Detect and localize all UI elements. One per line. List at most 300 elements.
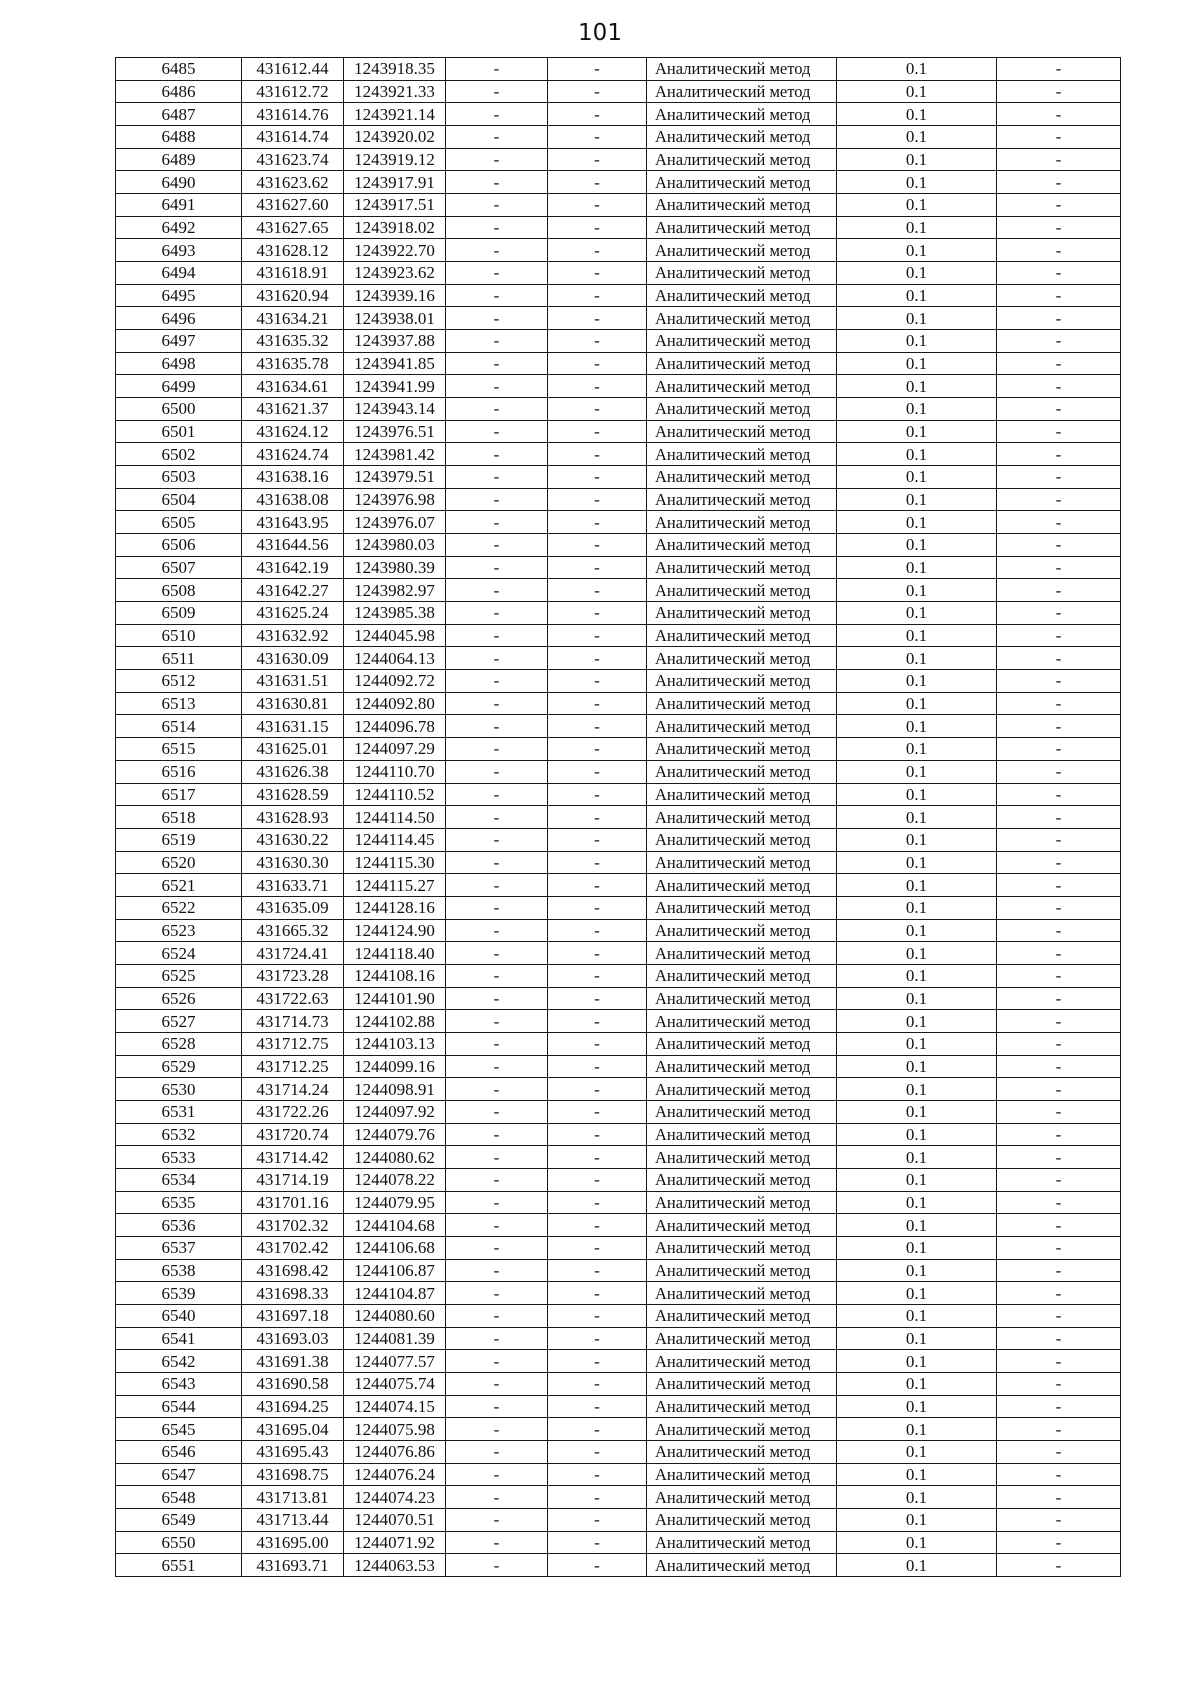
point-number-cell: 6530 bbox=[116, 1078, 242, 1101]
empty-cell-3: - bbox=[997, 1440, 1121, 1463]
y-coordinate-cell: 1243980.39 bbox=[344, 556, 446, 579]
table-row bbox=[116, 1372, 1121, 1395]
table-row bbox=[116, 511, 1121, 534]
empty-cell-2: - bbox=[548, 1486, 647, 1509]
empty-cell-3: - bbox=[997, 1100, 1121, 1123]
empty-cell-2: - bbox=[548, 715, 647, 738]
accuracy-cell: 0.1 bbox=[837, 896, 997, 919]
y-coordinate-cell: 1244078.22 bbox=[344, 1168, 446, 1191]
accuracy-cell: 0.1 bbox=[837, 534, 997, 557]
empty-cell-1: - bbox=[446, 1304, 548, 1327]
point-number-cell: 6486 bbox=[116, 80, 242, 103]
empty-cell-1: - bbox=[446, 1282, 548, 1305]
x-coordinate-cell: 431720.74 bbox=[242, 1123, 344, 1146]
table-row bbox=[116, 307, 1121, 330]
empty-cell-3: - bbox=[997, 760, 1121, 783]
y-coordinate-cell: 1244064.13 bbox=[344, 647, 446, 670]
accuracy-cell: 0.1 bbox=[837, 1554, 997, 1577]
empty-cell-1: - bbox=[446, 1509, 548, 1532]
accuracy-cell: 0.1 bbox=[837, 398, 997, 421]
method-cell: Аналитический метод bbox=[647, 647, 837, 670]
point-number-cell: 6546 bbox=[116, 1440, 242, 1463]
y-coordinate-cell: 1244097.92 bbox=[344, 1100, 446, 1123]
method-cell: Аналитический метод bbox=[647, 1078, 837, 1101]
y-coordinate-cell: 1244118.40 bbox=[344, 942, 446, 965]
empty-cell-3: - bbox=[997, 1350, 1121, 1373]
empty-cell-1: - bbox=[446, 1531, 548, 1554]
empty-cell-2: - bbox=[548, 262, 647, 285]
empty-cell-2: - bbox=[548, 330, 647, 353]
y-coordinate-cell: 1243938.01 bbox=[344, 307, 446, 330]
empty-cell-2: - bbox=[548, 1123, 647, 1146]
empty-cell-3: - bbox=[997, 556, 1121, 579]
method-cell: Аналитический метод bbox=[647, 1395, 837, 1418]
y-coordinate-cell: 1243941.99 bbox=[344, 375, 446, 398]
point-number-cell: 6541 bbox=[116, 1327, 242, 1350]
y-coordinate-cell: 1243917.51 bbox=[344, 194, 446, 217]
method-cell: Аналитический метод bbox=[647, 330, 837, 353]
empty-cell-2: - bbox=[548, 896, 647, 919]
method-cell: Аналитический метод bbox=[647, 692, 837, 715]
x-coordinate-cell: 431635.78 bbox=[242, 352, 344, 375]
empty-cell-2: - bbox=[548, 1531, 647, 1554]
y-coordinate-cell: 1243976.51 bbox=[344, 420, 446, 443]
accuracy-cell: 0.1 bbox=[837, 194, 997, 217]
table-row bbox=[116, 443, 1121, 466]
empty-cell-2: - bbox=[548, 284, 647, 307]
empty-cell-2: - bbox=[548, 1032, 647, 1055]
table-row bbox=[116, 352, 1121, 375]
method-cell: Аналитический метод bbox=[647, 103, 837, 126]
empty-cell-1: - bbox=[446, 692, 548, 715]
empty-cell-3: - bbox=[997, 806, 1121, 829]
empty-cell-1: - bbox=[446, 942, 548, 965]
x-coordinate-cell: 431643.95 bbox=[242, 511, 344, 534]
method-cell: Аналитический метод bbox=[647, 670, 837, 693]
point-number-cell: 6490 bbox=[116, 171, 242, 194]
point-number-cell: 6533 bbox=[116, 1146, 242, 1169]
point-number-cell: 6518 bbox=[116, 806, 242, 829]
empty-cell-2: - bbox=[548, 398, 647, 421]
empty-cell-1: - bbox=[446, 1055, 548, 1078]
empty-cell-3: - bbox=[997, 1418, 1121, 1441]
point-number-cell: 6487 bbox=[116, 103, 242, 126]
point-number-cell: 6542 bbox=[116, 1350, 242, 1373]
method-cell: Аналитический метод bbox=[647, 171, 837, 194]
x-coordinate-cell: 431621.37 bbox=[242, 398, 344, 421]
empty-cell-2: - bbox=[548, 579, 647, 602]
empty-cell-1: - bbox=[446, 874, 548, 897]
accuracy-cell: 0.1 bbox=[837, 466, 997, 489]
accuracy-cell: 0.1 bbox=[837, 1372, 997, 1395]
table-row bbox=[116, 420, 1121, 443]
empty-cell-3: - bbox=[997, 1236, 1121, 1259]
x-coordinate-cell: 431635.09 bbox=[242, 896, 344, 919]
point-number-cell: 6534 bbox=[116, 1168, 242, 1191]
table-row bbox=[116, 987, 1121, 1010]
empty-cell-3: - bbox=[997, 1010, 1121, 1033]
point-number-cell: 6519 bbox=[116, 828, 242, 851]
empty-cell-3: - bbox=[997, 1078, 1121, 1101]
accuracy-cell: 0.1 bbox=[837, 103, 997, 126]
point-number-cell: 6536 bbox=[116, 1214, 242, 1237]
empty-cell-3: - bbox=[997, 398, 1121, 421]
point-number-cell: 6529 bbox=[116, 1055, 242, 1078]
accuracy-cell: 0.1 bbox=[837, 1123, 997, 1146]
point-number-cell: 6489 bbox=[116, 148, 242, 171]
empty-cell-1: - bbox=[446, 352, 548, 375]
empty-cell-2: - bbox=[548, 1554, 647, 1577]
empty-cell-2: - bbox=[548, 1168, 647, 1191]
table-row bbox=[116, 375, 1121, 398]
empty-cell-2: - bbox=[548, 783, 647, 806]
table-row bbox=[116, 239, 1121, 262]
point-number-cell: 6515 bbox=[116, 738, 242, 761]
x-coordinate-cell: 431632.92 bbox=[242, 624, 344, 647]
empty-cell-3: - bbox=[997, 670, 1121, 693]
y-coordinate-cell: 1244075.74 bbox=[344, 1372, 446, 1395]
empty-cell-3: - bbox=[997, 579, 1121, 602]
empty-cell-2: - bbox=[548, 1191, 647, 1214]
method-cell: Аналитический метод bbox=[647, 420, 837, 443]
empty-cell-1: - bbox=[446, 1214, 548, 1237]
point-number-cell: 6516 bbox=[116, 760, 242, 783]
x-coordinate-cell: 431612.44 bbox=[242, 58, 344, 81]
empty-cell-3: - bbox=[997, 896, 1121, 919]
empty-cell-2: - bbox=[548, 1282, 647, 1305]
empty-cell-2: - bbox=[548, 964, 647, 987]
empty-cell-1: - bbox=[446, 216, 548, 239]
method-cell: Аналитический метод bbox=[647, 307, 837, 330]
empty-cell-2: - bbox=[548, 352, 647, 375]
empty-cell-2: - bbox=[548, 194, 647, 217]
accuracy-cell: 0.1 bbox=[837, 307, 997, 330]
table-row bbox=[116, 171, 1121, 194]
empty-cell-2: - bbox=[548, 1372, 647, 1395]
table-row bbox=[116, 488, 1121, 511]
method-cell: Аналитический метод bbox=[647, 624, 837, 647]
x-coordinate-cell: 431630.22 bbox=[242, 828, 344, 851]
method-cell: Аналитический метод bbox=[647, 1214, 837, 1237]
empty-cell-3: - bbox=[997, 488, 1121, 511]
empty-cell-3: - bbox=[997, 284, 1121, 307]
accuracy-cell: 0.1 bbox=[837, 443, 997, 466]
point-number-cell: 6501 bbox=[116, 420, 242, 443]
empty-cell-3: - bbox=[997, 964, 1121, 987]
empty-cell-3: - bbox=[997, 80, 1121, 103]
accuracy-cell: 0.1 bbox=[837, 58, 997, 81]
empty-cell-3: - bbox=[997, 58, 1121, 81]
point-number-cell: 6507 bbox=[116, 556, 242, 579]
y-coordinate-cell: 1243918.02 bbox=[344, 216, 446, 239]
empty-cell-1: - bbox=[446, 738, 548, 761]
point-number-cell: 6538 bbox=[116, 1259, 242, 1282]
empty-cell-3: - bbox=[997, 443, 1121, 466]
method-cell: Аналитический метод bbox=[647, 1304, 837, 1327]
empty-cell-2: - bbox=[548, 942, 647, 965]
accuracy-cell: 0.1 bbox=[837, 1509, 997, 1532]
x-coordinate-cell: 431694.25 bbox=[242, 1395, 344, 1418]
x-coordinate-cell: 431713.44 bbox=[242, 1509, 344, 1532]
empty-cell-1: - bbox=[446, 1327, 548, 1350]
table-row bbox=[116, 398, 1121, 421]
method-cell: Аналитический метод bbox=[647, 1032, 837, 1055]
table-row bbox=[116, 1350, 1121, 1373]
method-cell: Аналитический метод bbox=[647, 262, 837, 285]
x-coordinate-cell: 431714.24 bbox=[242, 1078, 344, 1101]
method-cell: Аналитический метод bbox=[647, 352, 837, 375]
empty-cell-1: - bbox=[446, 896, 548, 919]
x-coordinate-cell: 431630.30 bbox=[242, 851, 344, 874]
accuracy-cell: 0.1 bbox=[837, 1214, 997, 1237]
y-coordinate-cell: 1243976.07 bbox=[344, 511, 446, 534]
empty-cell-3: - bbox=[997, 1168, 1121, 1191]
point-number-cell: 6539 bbox=[116, 1282, 242, 1305]
x-coordinate-cell: 431628.12 bbox=[242, 239, 344, 262]
method-cell: Аналитический метод bbox=[647, 806, 837, 829]
method-cell: Аналитический метод bbox=[647, 58, 837, 81]
empty-cell-3: - bbox=[997, 375, 1121, 398]
method-cell: Аналитический метод bbox=[647, 1463, 837, 1486]
x-coordinate-cell: 431665.32 bbox=[242, 919, 344, 942]
empty-cell-3: - bbox=[997, 738, 1121, 761]
table-row bbox=[116, 851, 1121, 874]
empty-cell-1: - bbox=[446, 488, 548, 511]
point-number-cell: 6540 bbox=[116, 1304, 242, 1327]
accuracy-cell: 0.1 bbox=[837, 715, 997, 738]
empty-cell-3: - bbox=[997, 1214, 1121, 1237]
table-row bbox=[116, 194, 1121, 217]
accuracy-cell: 0.1 bbox=[837, 919, 997, 942]
y-coordinate-cell: 1244076.86 bbox=[344, 1440, 446, 1463]
page-number: 101 bbox=[578, 20, 622, 46]
table-row bbox=[116, 1304, 1121, 1327]
y-coordinate-cell: 1244110.70 bbox=[344, 760, 446, 783]
empty-cell-2: - bbox=[548, 602, 647, 625]
y-coordinate-cell: 1244076.24 bbox=[344, 1463, 446, 1486]
y-coordinate-cell: 1243976.98 bbox=[344, 488, 446, 511]
table-row bbox=[116, 1236, 1121, 1259]
point-number-cell: 6526 bbox=[116, 987, 242, 1010]
empty-cell-1: - bbox=[446, 1191, 548, 1214]
accuracy-cell: 0.1 bbox=[837, 692, 997, 715]
x-coordinate-cell: 431690.58 bbox=[242, 1372, 344, 1395]
accuracy-cell: 0.1 bbox=[837, 330, 997, 353]
empty-cell-2: - bbox=[548, 1395, 647, 1418]
x-coordinate-cell: 431693.71 bbox=[242, 1554, 344, 1577]
empty-cell-1: - bbox=[446, 1395, 548, 1418]
x-coordinate-cell: 431695.00 bbox=[242, 1531, 344, 1554]
empty-cell-1: - bbox=[446, 783, 548, 806]
x-coordinate-cell: 431627.60 bbox=[242, 194, 344, 217]
accuracy-cell: 0.1 bbox=[837, 171, 997, 194]
point-number-cell: 6512 bbox=[116, 670, 242, 693]
point-number-cell: 6485 bbox=[116, 58, 242, 81]
x-coordinate-cell: 431634.21 bbox=[242, 307, 344, 330]
accuracy-cell: 0.1 bbox=[837, 511, 997, 534]
accuracy-cell: 0.1 bbox=[837, 874, 997, 897]
y-coordinate-cell: 1243941.85 bbox=[344, 352, 446, 375]
accuracy-cell: 0.1 bbox=[837, 1146, 997, 1169]
x-coordinate-cell: 431695.43 bbox=[242, 1440, 344, 1463]
empty-cell-1: - bbox=[446, 1100, 548, 1123]
point-number-cell: 6520 bbox=[116, 851, 242, 874]
empty-cell-2: - bbox=[548, 806, 647, 829]
empty-cell-1: - bbox=[446, 1146, 548, 1169]
empty-cell-1: - bbox=[446, 828, 548, 851]
method-cell: Аналитический метод bbox=[647, 874, 837, 897]
y-coordinate-cell: 1244103.13 bbox=[344, 1032, 446, 1055]
empty-cell-1: - bbox=[446, 1236, 548, 1259]
empty-cell-1: - bbox=[446, 307, 548, 330]
empty-cell-3: - bbox=[997, 647, 1121, 670]
y-coordinate-cell: 1243943.14 bbox=[344, 398, 446, 421]
empty-cell-2: - bbox=[548, 307, 647, 330]
method-cell: Аналитический метод bbox=[647, 783, 837, 806]
empty-cell-1: - bbox=[446, 624, 548, 647]
point-number-cell: 6550 bbox=[116, 1531, 242, 1554]
y-coordinate-cell: 1244079.76 bbox=[344, 1123, 446, 1146]
method-cell: Аналитический метод bbox=[647, 715, 837, 738]
table-row bbox=[116, 1440, 1121, 1463]
empty-cell-1: - bbox=[446, 806, 548, 829]
x-coordinate-cell: 431691.38 bbox=[242, 1350, 344, 1373]
accuracy-cell: 0.1 bbox=[837, 556, 997, 579]
table-row bbox=[116, 1168, 1121, 1191]
x-coordinate-cell: 431698.33 bbox=[242, 1282, 344, 1305]
empty-cell-2: - bbox=[548, 987, 647, 1010]
accuracy-cell: 0.1 bbox=[837, 1168, 997, 1191]
y-coordinate-cell: 1243920.02 bbox=[344, 126, 446, 149]
empty-cell-3: - bbox=[997, 148, 1121, 171]
empty-cell-3: - bbox=[997, 1509, 1121, 1532]
empty-cell-1: - bbox=[446, 148, 548, 171]
accuracy-cell: 0.1 bbox=[837, 262, 997, 285]
x-coordinate-cell: 431631.15 bbox=[242, 715, 344, 738]
point-number-cell: 6496 bbox=[116, 307, 242, 330]
empty-cell-3: - bbox=[997, 1463, 1121, 1486]
empty-cell-2: - bbox=[548, 1214, 647, 1237]
empty-cell-3: - bbox=[997, 352, 1121, 375]
method-cell: Аналитический метод bbox=[647, 1418, 837, 1441]
point-number-cell: 6528 bbox=[116, 1032, 242, 1055]
y-coordinate-cell: 1244115.30 bbox=[344, 851, 446, 874]
x-coordinate-cell: 431638.08 bbox=[242, 488, 344, 511]
point-number-cell: 6495 bbox=[116, 284, 242, 307]
empty-cell-2: - bbox=[548, 443, 647, 466]
method-cell: Аналитический метод bbox=[647, 375, 837, 398]
accuracy-cell: 0.1 bbox=[837, 828, 997, 851]
empty-cell-2: - bbox=[548, 760, 647, 783]
table-row bbox=[116, 126, 1121, 149]
accuracy-cell: 0.1 bbox=[837, 783, 997, 806]
empty-cell-3: - bbox=[997, 126, 1121, 149]
accuracy-cell: 0.1 bbox=[837, 1191, 997, 1214]
table-row bbox=[116, 715, 1121, 738]
table-row bbox=[116, 1486, 1121, 1509]
method-cell: Аналитический метод bbox=[647, 964, 837, 987]
x-coordinate-cell: 431723.28 bbox=[242, 964, 344, 987]
empty-cell-2: - bbox=[548, 511, 647, 534]
empty-cell-1: - bbox=[446, 58, 548, 81]
y-coordinate-cell: 1243919.12 bbox=[344, 148, 446, 171]
x-coordinate-cell: 431695.04 bbox=[242, 1418, 344, 1441]
accuracy-cell: 0.1 bbox=[837, 1236, 997, 1259]
table-row bbox=[116, 1395, 1121, 1418]
empty-cell-2: - bbox=[548, 1055, 647, 1078]
point-number-cell: 6537 bbox=[116, 1236, 242, 1259]
y-coordinate-cell: 1244081.39 bbox=[344, 1327, 446, 1350]
empty-cell-2: - bbox=[548, 534, 647, 557]
x-coordinate-cell: 431713.81 bbox=[242, 1486, 344, 1509]
method-cell: Аналитический метод bbox=[647, 443, 837, 466]
empty-cell-2: - bbox=[548, 1078, 647, 1101]
empty-cell-2: - bbox=[548, 1463, 647, 1486]
x-coordinate-cell: 431722.63 bbox=[242, 987, 344, 1010]
empty-cell-1: - bbox=[446, 262, 548, 285]
x-coordinate-cell: 431644.56 bbox=[242, 534, 344, 557]
method-cell: Аналитический метод bbox=[647, 602, 837, 625]
empty-cell-2: - bbox=[548, 556, 647, 579]
empty-cell-2: - bbox=[548, 647, 647, 670]
y-coordinate-cell: 1243979.51 bbox=[344, 466, 446, 489]
table-row bbox=[116, 1100, 1121, 1123]
empty-cell-3: - bbox=[997, 1191, 1121, 1214]
method-cell: Аналитический метод bbox=[647, 126, 837, 149]
x-coordinate-cell: 431702.32 bbox=[242, 1214, 344, 1237]
y-coordinate-cell: 1244092.72 bbox=[344, 670, 446, 693]
empty-cell-3: - bbox=[997, 1372, 1121, 1395]
point-number-cell: 6504 bbox=[116, 488, 242, 511]
y-coordinate-cell: 1244101.90 bbox=[344, 987, 446, 1010]
table-row bbox=[116, 1531, 1121, 1554]
method-cell: Аналитический метод bbox=[647, 216, 837, 239]
empty-cell-1: - bbox=[446, 420, 548, 443]
y-coordinate-cell: 1244115.27 bbox=[344, 874, 446, 897]
empty-cell-3: - bbox=[997, 103, 1121, 126]
empty-cell-3: - bbox=[997, 942, 1121, 965]
accuracy-cell: 0.1 bbox=[837, 987, 997, 1010]
accuracy-cell: 0.1 bbox=[837, 806, 997, 829]
empty-cell-2: - bbox=[548, 1259, 647, 1282]
empty-cell-3: - bbox=[997, 1395, 1121, 1418]
y-coordinate-cell: 1243921.33 bbox=[344, 80, 446, 103]
empty-cell-3: - bbox=[997, 511, 1121, 534]
empty-cell-1: - bbox=[446, 556, 548, 579]
point-number-cell: 6500 bbox=[116, 398, 242, 421]
y-coordinate-cell: 1243921.14 bbox=[344, 103, 446, 126]
empty-cell-1: - bbox=[446, 398, 548, 421]
x-coordinate-cell: 431624.74 bbox=[242, 443, 344, 466]
table-row bbox=[116, 1055, 1121, 1078]
x-coordinate-cell: 431620.94 bbox=[242, 284, 344, 307]
table-row bbox=[116, 1214, 1121, 1237]
table-row bbox=[116, 828, 1121, 851]
method-cell: Аналитический метод bbox=[647, 556, 837, 579]
x-coordinate-cell: 431630.09 bbox=[242, 647, 344, 670]
point-number-cell: 6548 bbox=[116, 1486, 242, 1509]
empty-cell-2: - bbox=[548, 874, 647, 897]
method-cell: Аналитический метод bbox=[647, 1486, 837, 1509]
empty-cell-1: - bbox=[446, 1123, 548, 1146]
x-coordinate-cell: 431697.18 bbox=[242, 1304, 344, 1327]
empty-cell-2: - bbox=[548, 420, 647, 443]
method-cell: Аналитический метод bbox=[647, 1100, 837, 1123]
method-cell: Аналитический метод bbox=[647, 579, 837, 602]
method-cell: Аналитический метод bbox=[647, 1168, 837, 1191]
y-coordinate-cell: 1243981.42 bbox=[344, 443, 446, 466]
x-coordinate-cell: 431714.19 bbox=[242, 1168, 344, 1191]
